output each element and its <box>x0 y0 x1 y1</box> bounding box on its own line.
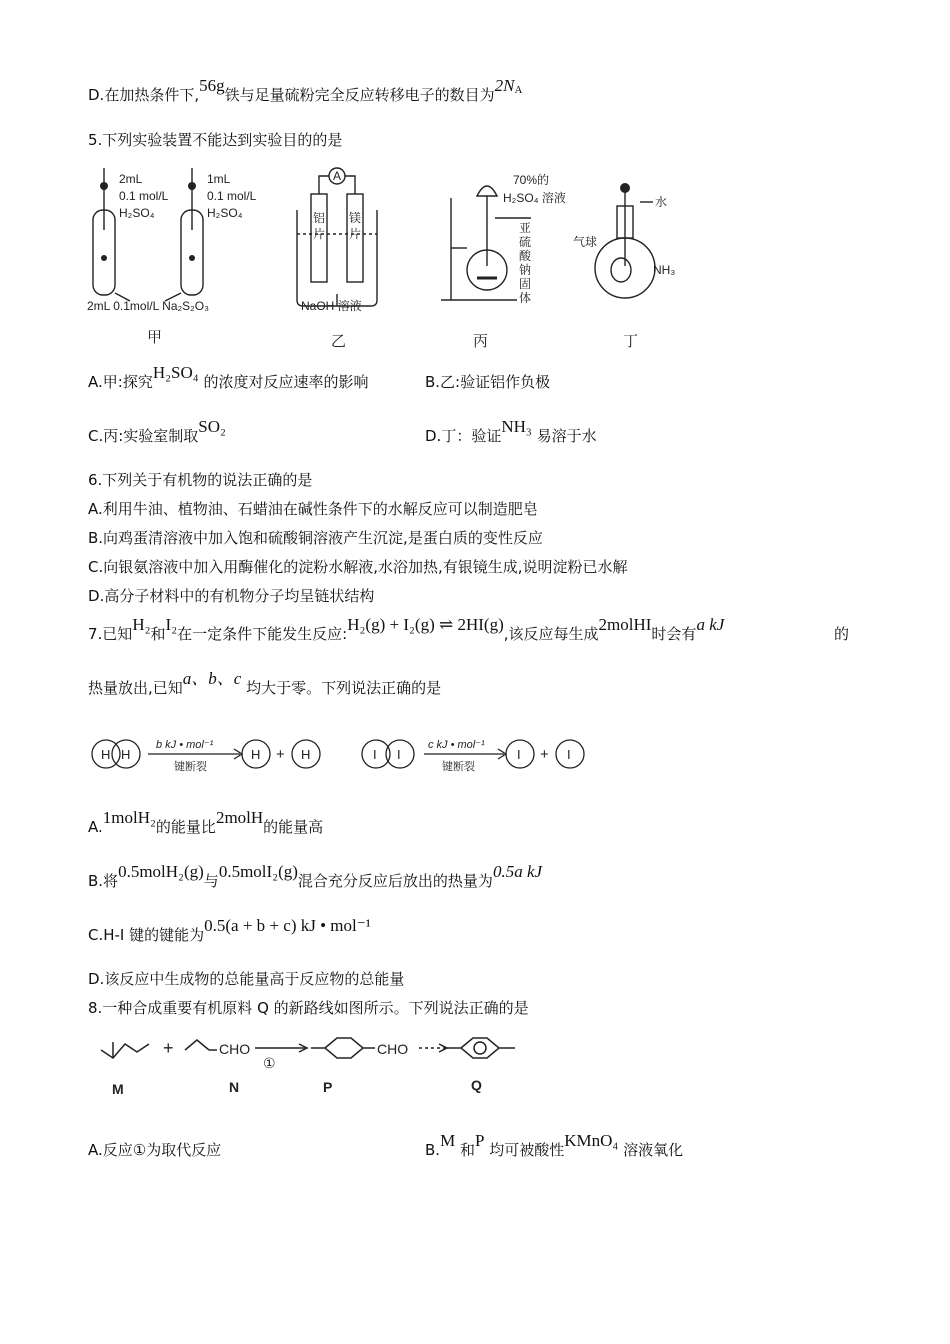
q6-option-d: D.高分子材料中的有机物分子均呈链状结构 <box>88 587 375 605</box>
label-q: Q <box>471 1077 482 1093</box>
math-so2: SO₂ <box>198 417 226 436</box>
q7-option-d: D.该反应中生成物的总能量高于反应物的总能量 <box>88 970 405 988</box>
q5-option-c: C.丙:实验室制取SO₂ <box>88 417 226 445</box>
i-product-2: I <box>567 747 571 762</box>
q6-option-a: A.利用牛油、植物油、石蜡油在碱性条件下的水解反应可以制造肥皂 <box>88 500 538 518</box>
bing-solid-6: 体 <box>519 291 532 305</box>
math-h2so4: H₂SO₄ <box>152 363 199 382</box>
q8-reaction-scheme <box>95 1028 525 1103</box>
scheme-step: ① <box>263 1055 276 1071</box>
bing-solid-2: 硫 <box>519 235 532 249</box>
scheme-plus: + <box>163 1038 174 1058</box>
bing-solid-5: 固 <box>519 277 532 291</box>
jia-left-label-2: 0.1 mol/L <box>119 189 169 203</box>
q7-option-a: A.1molH₂的能量比2molH的能量高 <box>88 808 324 836</box>
bing-solid-3: 酸 <box>519 249 532 263</box>
q5-apparatus-figure <box>85 158 685 356</box>
yi-right-plate-2: 片 <box>349 227 362 241</box>
i-plus: + <box>540 746 549 763</box>
label-n: N <box>229 1079 240 1095</box>
caption-bing: 丙 <box>473 333 489 350</box>
h2-atom-2: H <box>121 747 131 762</box>
bing-funnel-label-2: H₂SO₄ 溶液 <box>503 191 566 205</box>
math-2n: 2N <box>494 76 515 95</box>
q7-stem: 7.已知H₂和I₂在一定条件下能发生反应:H₂(g) + I₂(g) ⇌ 2HI(g),该反应每生成2molHI时会有a kJ <box>88 615 725 643</box>
h-product-2: H <box>301 747 311 762</box>
q6-stem: 6.下列关于有机物的说法正确的是 <box>88 471 313 489</box>
q4-option-d: D.在加热条件下,56g铁与足量硫粉完全反应转移电子的数目为2NA <box>88 76 523 104</box>
math-nh3: NH₃ <box>501 417 532 436</box>
h-break: 键断裂 <box>174 761 207 773</box>
q8-stem: 8.一种合成重要有机原料 Q 的新路线如图所示。下列说法正确的是 <box>88 999 529 1017</box>
math-56g: 56g <box>199 76 225 95</box>
q6-option-b: B.向鸡蛋清溶液中加入饱和硫酸铜溶液产生沉淀,是蛋白质的变性反应 <box>88 529 543 547</box>
q5-stem: 5.下列实验装置不能达到实验目的的是 <box>88 131 343 149</box>
reaction-equation: H₂(g) + I₂(g) ⇌ 2HI(g) <box>347 615 504 634</box>
q7-bond-diagram <box>86 730 596 780</box>
caption-yi: 乙 <box>331 333 347 350</box>
yi-right-plate-1: 镁 <box>349 211 362 225</box>
i2-atom-1: I <box>373 747 377 762</box>
jia-right-label-2: 0.1 mol/L <box>207 189 257 203</box>
bing-solid-4: 钠 <box>519 263 532 277</box>
jia-right-label-3: H₂SO₄ <box>207 206 243 220</box>
jia-right-label-1: 1mL <box>207 172 231 186</box>
scheme-cho-n: CHO <box>219 1041 251 1057</box>
ding-balloon: 气球 <box>573 235 598 249</box>
caption-jia: 甲 <box>147 329 163 346</box>
q7-stem-line2: 热量放出,已知a、b、c 均大于零。下列说法正确的是 <box>88 669 442 697</box>
jia-bottom-label: 2mL 0.1mol/L Na₂S₂O₃ <box>87 299 210 313</box>
yi-solution: NaOH 溶液 <box>301 299 362 313</box>
label-p: P <box>323 1079 333 1095</box>
q8-option-a: A.反应①为取代反应 <box>88 1141 222 1159</box>
i-product-1: I <box>517 747 521 762</box>
q7-option-b: B.将0.5molH₂(g)与0.5molI₂(g)混合充分反应后放出的热量为0.5a kJ <box>88 862 543 890</box>
yi-ammeter: A <box>333 169 342 183</box>
i-break: 键断裂 <box>442 761 475 773</box>
q7-option-c: C.H-I 键的键能为0.5(a + b + c) kJ • mol⁻¹ <box>88 916 371 944</box>
q8-option-b: B.M 和P 均可被酸性KMnO₄ 溶液氧化 <box>425 1131 684 1159</box>
h-energy: b kJ • mol⁻¹ <box>156 739 214 751</box>
yi-left-plate-1: 铝 <box>313 211 326 225</box>
q6-option-c: C.向银氨溶液中加入用酶催化的淀粉水解液,水浴加热,有银镜生成,说明淀粉已水解 <box>88 558 628 576</box>
jia-left-label-3: H₂SO₄ <box>119 206 155 220</box>
label-m: M <box>112 1081 124 1097</box>
jia-left-label-1: 2mL <box>119 172 143 186</box>
i-energy: c kJ • mol⁻¹ <box>428 739 485 751</box>
bing-funnel-label-1: 70%的 <box>513 173 550 187</box>
ding-water: 水 <box>655 195 668 209</box>
caption-ding: 丁 <box>623 333 639 350</box>
i2-atom-2: I <box>397 747 401 762</box>
yi-left-plate-2: 片 <box>313 227 326 241</box>
ding-gas: NH₃ <box>653 263 676 277</box>
bing-solid-1: 亚 <box>519 221 532 235</box>
h2-atom-1: H <box>101 747 111 762</box>
h-plus: + <box>276 746 285 763</box>
q5-option-a: A.甲:探究H₂SO₄ 的浓度对反应速率的影响 <box>88 363 369 391</box>
q5-option-d: D.丁：验证NH₃ 易溶于水 <box>425 417 597 445</box>
q7-stem-end: 的 <box>834 625 850 643</box>
h-product-1: H <box>251 747 261 762</box>
q5-option-b: B.乙:验证铝作负极 <box>425 373 551 391</box>
scheme-cho-p: CHO <box>377 1041 409 1057</box>
